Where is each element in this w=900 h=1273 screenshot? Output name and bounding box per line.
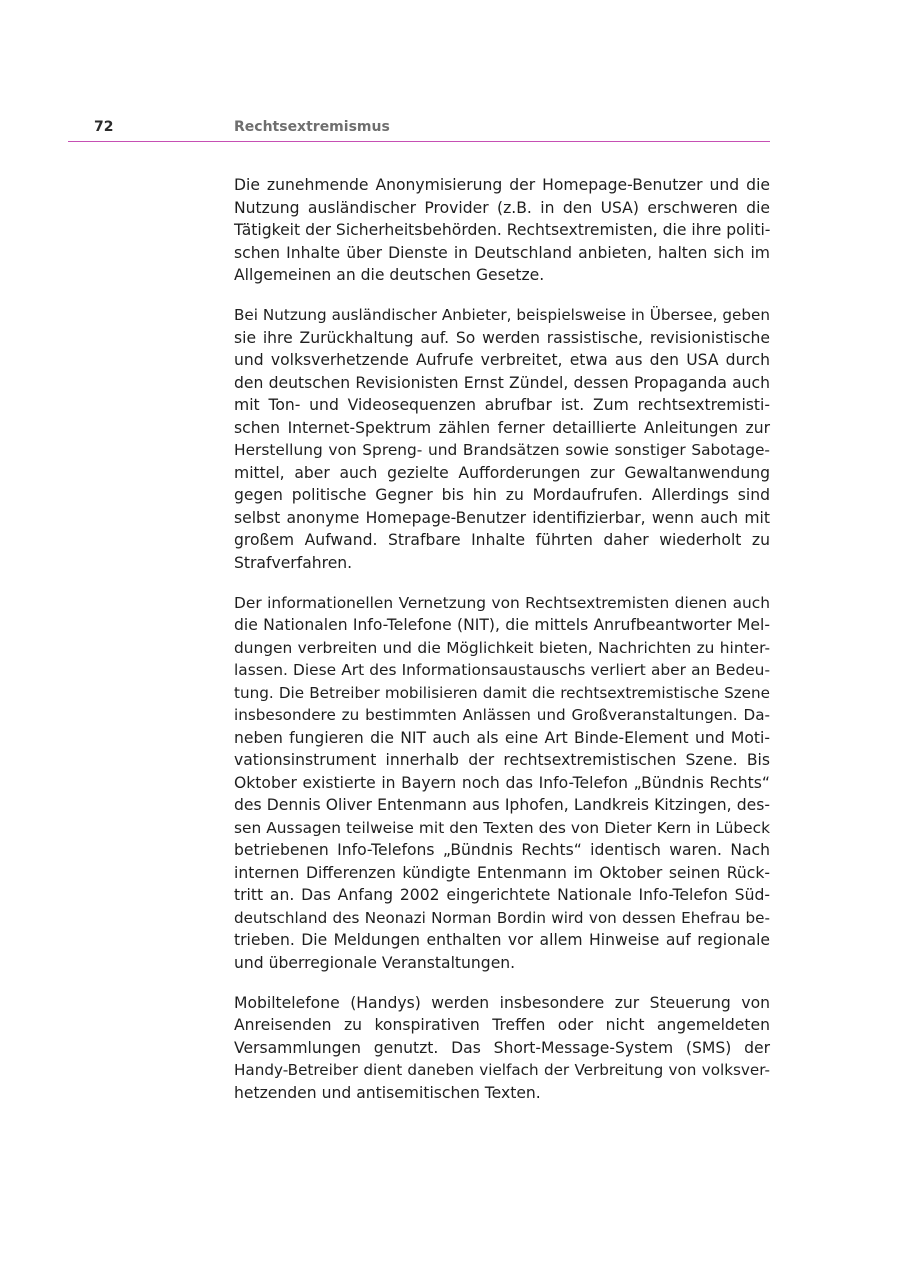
text-line: Mobiltelefone (Handys) werden insbesondere zur Steuerung von: [234, 993, 770, 1012]
text-line: Tätigkeit der Sicherheitsbehörden. Rechtsextremisten, die ihre politi-: [234, 221, 771, 239]
text-line: und volksverhetzende Aufrufe verbreitet, etwa aus den USA durch: [234, 351, 770, 369]
text-line: Strafverfahren.: [234, 553, 353, 572]
text-line: lassen. Diese Art des Informationsaustauschs verliert aber an Bedeu-: [234, 661, 770, 679]
text-line: und überregionale Veranstaltungen.: [234, 953, 516, 972]
text-line: tritt an. Das Anfang 2002 eingerichtete Nationale Info-Telefon Süd-: [234, 886, 770, 904]
text-line: gegen politische Gegner bis hin zu Mordaufrufen. Allerdings sind: [234, 486, 770, 504]
paragraph-mobiltelefone: [234, 992, 770, 1105]
text-line: internen Differenzen kündigte Entenmann im Oktober seinen Rück-: [234, 863, 770, 882]
text-line: den deutschen Revisionisten Ernst Zündel, dessen Propaganda auch: [234, 373, 770, 392]
paragraph-anonymisierung: [234, 174, 770, 287]
text-line: Bei Nutzung ausländischer Anbieter, beispielsweise in Übersee, geben: [234, 306, 770, 324]
text-line: deutschland des Neonazi Norman Bordin wird von dessen Ehefrau be-: [234, 908, 770, 927]
text-line: Oktober existierte in Bayern noch das Info-Telefon „Bündnis Rechts“: [234, 773, 770, 792]
text-line: insbesondere zu bestimmten Anlässen und Großveranstaltungen. Da-: [234, 706, 770, 724]
page-number: 72: [94, 119, 114, 135]
running-title: Rechtsextremismus: [234, 119, 390, 135]
text-line: Anreisenden zu konspirativen Treffen oder nicht angemeldeten: [234, 1016, 770, 1034]
text-line: mittel, aber auch gezielte Aufforderungen zur Gewaltanwendung: [234, 463, 770, 482]
text-line: tung. Die Betreiber mobilisieren damit die rechtsextremistische Szene: [234, 683, 770, 702]
text-line: Die zunehmende Anonymisierung der Homepage-Benutzer und die: [234, 176, 770, 194]
text-line: Nutzung ausländischer Provider (z.B. in den USA) erschweren die: [234, 198, 770, 217]
text-line: vationsinstrument innerhalb der rechtsextremistischen Szene. Bis: [234, 751, 770, 769]
text-line: Herstellung von Spreng- und Brandsätzen sowie sonstiger Sabotage-: [234, 441, 770, 459]
text-line: des Dennis Oliver Entenmann aus Iphofen, Landkreis Kitzingen, des-: [234, 796, 770, 814]
text-line: sie ihre Zurückhaltung auf. So werden rassistische, revisionistische: [234, 328, 770, 347]
text-line: hetzenden und antisemitischen Texten.: [234, 1083, 541, 1102]
paragraph-auslaendische-anbieter: [234, 304, 770, 574]
text-line: mit Ton- und Videosequenzen abrufbar ist. Zum rechtsextremisti-: [234, 396, 770, 414]
page-header: [68, 117, 770, 142]
text-line: Handy-Betreiber dient daneben vielfach der Verbreitung von volksver-: [234, 1061, 770, 1079]
text-line: betriebenen Info-Telefons „Bündnis Rechts“ identisch waren. Nach: [234, 841, 770, 859]
text-line: sen Aussagen teilweise mit den Texten des von Dieter Kern in Lübeck: [234, 818, 770, 837]
text-line: Der informationellen Vernetzung von Rechtsextremisten dienen auch: [234, 593, 770, 612]
text-line: dungen verbreiten und die Möglichkeit bieten, Nachrichten zu hinter-: [234, 638, 770, 657]
text-line: Versammlungen genutzt. Das Short-Message-System (SMS) der: [234, 1038, 770, 1057]
text-line: Allgemeinen an die deutschen Gesetze.: [234, 266, 545, 284]
text-line: großem Aufwand. Strafbare Inhalte führten daher wiederholt zu: [234, 531, 770, 549]
text-line: die Nationalen Info-Telefone (NIT), die mittels Anrufbeantworter Mel-: [234, 616, 770, 634]
text-line: schen Inhalte über Dienste in Deutschland anbieten, halten sich im: [234, 243, 770, 262]
paragraph-info-telefone: [234, 592, 770, 975]
text-line: schen Internet-Spektrum zählen ferner detaillierte Anleitungen zur: [234, 418, 770, 437]
body-text: [234, 174, 770, 1122]
text-line: trieben. Die Meldungen enthalten vor allem Hinweise auf regionale: [234, 931, 770, 949]
text-line: neben fungieren die NIT auch als eine Art Binde-Element und Moti-: [234, 728, 770, 747]
text-line: selbst anonyme Homepage-Benutzer identifizierbar, wenn auch mit: [234, 508, 770, 527]
